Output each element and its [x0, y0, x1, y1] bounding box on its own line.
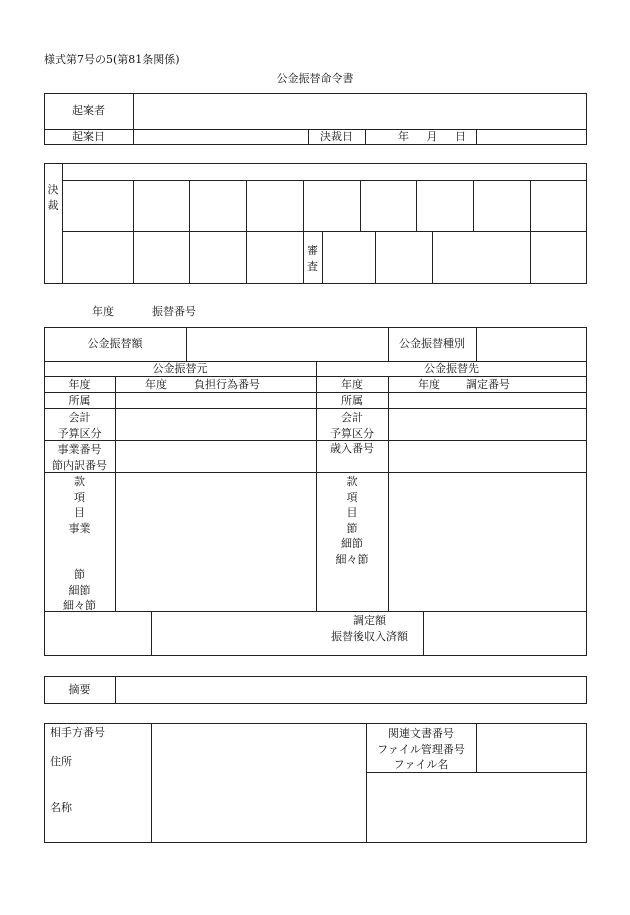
- name-label: 名称: [50, 801, 72, 814]
- source-items-label: 款 項 目 事業 節 細節 細々節: [63, 475, 96, 612]
- source-title: 公金振替元: [152, 362, 208, 375]
- dest-revenue-label: 歳入番号: [330, 442, 374, 455]
- summary-field[interactable]: [116, 677, 586, 703]
- page-title: 公金振替命令書: [276, 72, 354, 85]
- dest-items-label: 款 項 目 節 細節 細々節: [335, 475, 369, 566]
- dest-adjust-number-label: 調定番号: [466, 378, 510, 391]
- fiscal-year-label: 年度: [92, 305, 114, 318]
- dest-year-sub: 年度: [418, 378, 440, 391]
- draft-date-field[interactable]: [134, 130, 307, 144]
- dest-year-label: 年度: [341, 378, 363, 391]
- source-year-sub: 年度: [145, 378, 167, 391]
- form-number: 様式第7号の5(第81条関係): [44, 53, 180, 66]
- decision-date-units: 年 月 日: [398, 130, 466, 143]
- address-label: 住所: [50, 755, 72, 768]
- party-number-label: 相手方番号: [50, 726, 105, 739]
- amount-label: 公金振替額: [87, 337, 143, 350]
- amount-field[interactable]: [187, 328, 387, 360]
- dest-budget-label: 会計 予算区分: [330, 411, 374, 440]
- source-act-number-label: 負担行為番号: [194, 378, 260, 391]
- type-field[interactable]: [477, 328, 586, 360]
- counterparty-field[interactable]: [152, 724, 365, 842]
- source-budget-label: 会計 予算区分: [57, 411, 102, 440]
- type-label: 公金振替種別: [399, 337, 465, 350]
- transfer-number-label: 振替番号: [152, 305, 196, 318]
- decision-label: 決 裁: [47, 183, 59, 212]
- dest-title: 公金振替先: [424, 362, 479, 375]
- related-docs-label: 関連文書番号 ファイル管理番号 ファイル名: [377, 727, 465, 771]
- draft-date-label: 起案日: [72, 130, 105, 143]
- drafter-field[interactable]: [134, 94, 586, 129]
- dest-adjusted-label: 調定額 振替後収入済額: [331, 614, 408, 643]
- source-project-label: 事業番号 節内訳番号: [52, 443, 107, 472]
- summary-label: 摘要: [68, 683, 91, 696]
- source-year-label: 年度: [68, 378, 91, 391]
- decision-date-label: 決裁日: [320, 130, 353, 143]
- source-dept-label: 所属: [68, 394, 91, 407]
- drafter-label: 起案者: [72, 104, 105, 117]
- dest-dept-label: 所属: [341, 394, 363, 407]
- related-docs-field[interactable]: [477, 724, 586, 771]
- review-label: 審 査: [307, 244, 318, 273]
